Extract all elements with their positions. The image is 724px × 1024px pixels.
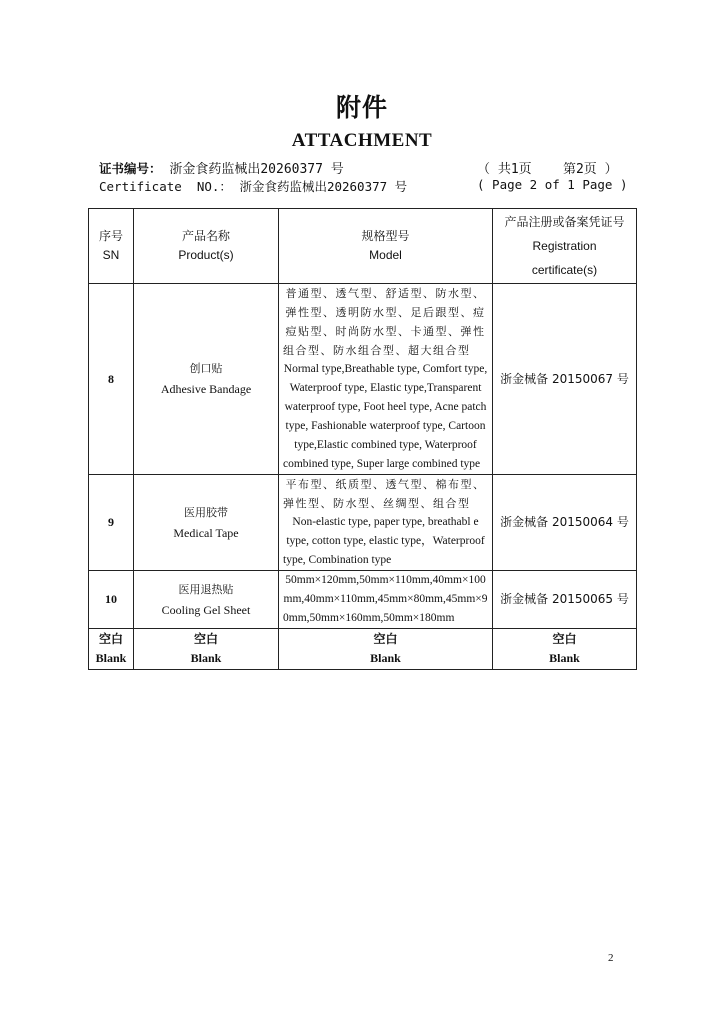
header-reg-en-2: certificate(s) [531,263,598,277]
row-sn: 8 [89,284,134,475]
blank-cn: 空白 [373,632,398,646]
model-en: 50mm×120mm,50mm×110mm,40mm×100mm,40mm×110mm,45mm×80mm,45mm×90mm,50mm×160mm,50mm×180mm [283,574,488,624]
row-model [279,284,493,475]
row-sn: 10 [89,571,134,629]
product-name-en: Adhesive Bandage [160,382,252,396]
blank-row [89,629,637,670]
blank-cell-sn [89,629,134,670]
header-sn [89,209,134,284]
row-registration: 浙金械备 20150067 号 [493,284,637,475]
blank-cn: 空白 [193,632,218,646]
product-name-en: Cooling Gel Sheet [161,602,251,617]
model-cn: 平布型、纸质型、透气型、棉布型、弹性型、防水型、丝绸型、组合型 [283,478,486,510]
row-model [279,571,493,629]
attachment-table [88,208,637,670]
cert-en-label: Certificate NO.： [99,179,232,194]
row-registration: 浙金械备 20150065 号 [493,571,637,629]
model-en: Normal type,Breathable type, Comfort type, Waterproof type, Elastic type,Transparent waterproof type, Foot heel type, Acne patch type, Fashionable waterproof type, Cartoon type,Elastic combined type, Waterproof combined type, Super large combined type [283,363,488,470]
row-registration: 浙金械备 20150064 号 [493,475,637,571]
table-header-row [89,209,637,284]
header-reg-cn: 产品注册或备案凭证号 [504,215,625,229]
blank-en: Blank [190,651,222,665]
blank-en: Blank [95,651,127,665]
certificate-number-cn [99,158,629,177]
page-number: 2 [608,952,614,964]
table-row [89,571,637,629]
blank-cn: 空白 [552,632,577,646]
cert-en-value: 浙金食药监械出20260377 号 [239,179,408,194]
blank-cn: 空白 [98,632,123,646]
row-product [134,571,279,629]
header-reg-en-1: Registration [532,239,597,253]
row-model [279,475,493,571]
header-sn-cn: 序号 [98,229,123,243]
header-registration [493,209,637,284]
header-model [279,209,493,284]
blank-cell-registration [493,629,637,670]
blank-en: Blank [549,651,580,665]
header-sn-en: SN [102,248,120,262]
table-row [89,284,637,475]
model-cn: 普通型、透气型、舒适型、防水型、弹性型、透明防水型、足后跟型、痘痘贴型、时尚防水型、卡通型、弹性组合型、防水组合型、超大组合型 [283,287,486,357]
header-product-cn: 产品名称 [181,229,230,243]
product-name-cn: 医用胶带 [184,505,228,519]
certificate-number-en [99,177,629,195]
page-title-cn: 附件 [335,93,388,122]
model-en: Non-elastic type, paper type, breathabl e type, cotton type, elastic type，Waterproof type, Combination type [283,516,485,566]
header-model-cn: 规格型号 [361,229,410,243]
product-name-cn: 医用退热贴 [178,582,234,596]
page-title-en: ATTACHMENT [291,130,433,151]
blank-cell-product [134,629,279,670]
cert-cn-value: 浙金食药监械出20260377 号 [169,162,344,177]
cert-cn-page: （ 共1页 第2页 ） [477,162,618,177]
cert-cn-label: 证书编号： [99,161,162,176]
row-product [134,475,279,571]
product-name-cn: 创口贴 [189,362,223,375]
blank-en: Blank [370,651,401,665]
header-product [134,209,279,284]
row-sn: 9 [89,475,134,571]
product-name-en: Medical Tape [173,525,239,540]
table-row [89,475,637,571]
header-model-en: Model [369,248,402,262]
cert-en-page: ( Page 2 of 1 Page ) [477,177,628,192]
row-product [134,284,279,475]
header-product-en: Product(s) [178,248,234,262]
blank-cell-model [279,629,493,670]
